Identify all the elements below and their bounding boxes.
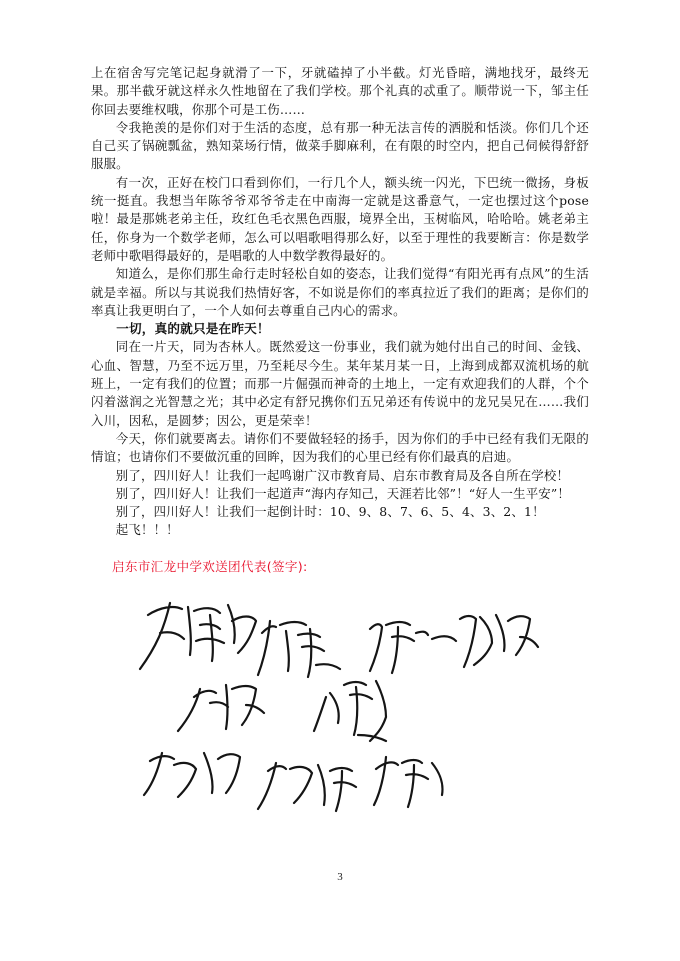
signature-1: [140, 603, 256, 669]
signature-3: [370, 615, 538, 673]
paragraph-3: 有一次，正好在校门口看到你们，一行几个人，额头统一闪光，下巴统一微扬，身板统一挺直。我想当年陈爷爷邓爷爷走在中南海一定就是这番意气，一定也摆过这个pose啦！最是那姚老弟主任，玫红色毛衣黑色西服，境界全出，玉树临风，哈哈哈。姚老弟主任，你身为一个数学老师，怎么可以唱歌唱得那么好，以至于理性的我要断言：你是数学老师中歌唱得最好的，是唱歌的人中数学教得最好的。: [91, 174, 589, 263]
signature-caption: 启东市汇龙中学欢送团代表(签字):: [112, 559, 308, 574]
letter-body: [91, 64, 589, 540]
paragraph-5: 同在一片天，同为杏林人。既然爱这一份事业，我们就为她付出自己的时间、金钱、心血、智慧，乃至不远万里，乃至耗尽今生。某年某月某一日，上海到成都双流机场的航班上，一定有我们的位置；而那一片倔强而神奇的土地上，一定有欢迎我们的人群，个个闪着滋润之光智慧之光；其中必定有舒兄携你们五兄弟还有传说中的龙兄吴兄在……我们入川，因私，是圆梦；因公，更是荣幸！: [91, 339, 589, 428]
signature-5: [314, 681, 386, 741]
paragraph-10: 起飞！！！: [115, 522, 179, 538]
paragraph-6: 今天，你们就要离去。请你们不要做轻轻的扬手，因为你们的手中已经有我们无限的情谊；也请你们不要做沉重的回眸，因为我们的心里已经有你们最真的启迪。: [91, 430, 589, 465]
paragraph-1: 上在宿舍写完笔记起身就滑了一下，牙就磕掉了小半截。灯光昏暗，满地找牙，最终无果。那半截牙就这样永久性地留在了我们学校。那个礼真的忒重了。顺带说一下，邹主任你回去要维权哦，你那个可是工伤……: [91, 65, 589, 117]
signature-4: [178, 685, 264, 731]
paragraph-7: 别了，四川好人！让我们一起鸣谢广汉市教育局、启东市教育局及各自所在学校！: [115, 467, 570, 483]
paragraph-2: 令我艳羡的是你们对于生活的态度，总有那一种无法言传的洒脱和恬淡。你们几个还自己买了锅碗瓢盆，熟知菜场行情，做菜手脚麻利，在有限的时空内，把自己伺候得舒舒服服。: [91, 119, 589, 172]
page-number: 3: [337, 871, 343, 883]
section-heading: 一切，真的就只是在昨天！: [116, 321, 270, 337]
paragraph-9: 别了，四川好人！让我们一起倒计时：10、9、8、7、6、5、4、3、2、1！: [115, 504, 545, 520]
paragraph-4: 知道么，是你们那生命行走时轻松自如的姿态，让我们觉得“有阳光再有点风”的生活就是幸福。所以与其说我们热情好客，不如说是你们的率真拉近了我们的距离；是你们的率真让我更明白了，一个人如何去尊重自己内心的需求。: [91, 266, 589, 318]
signature-6: [144, 753, 240, 797]
paragraph-8: 别了，四川好人！让我们一起道声“海内存知己，天涯若比邻”！“好人一生平安”！: [115, 485, 571, 501]
signature-7: [258, 763, 356, 811]
signature-2: [258, 621, 340, 677]
handwritten-signatures: [130, 585, 550, 825]
signature-8: [374, 757, 443, 807]
